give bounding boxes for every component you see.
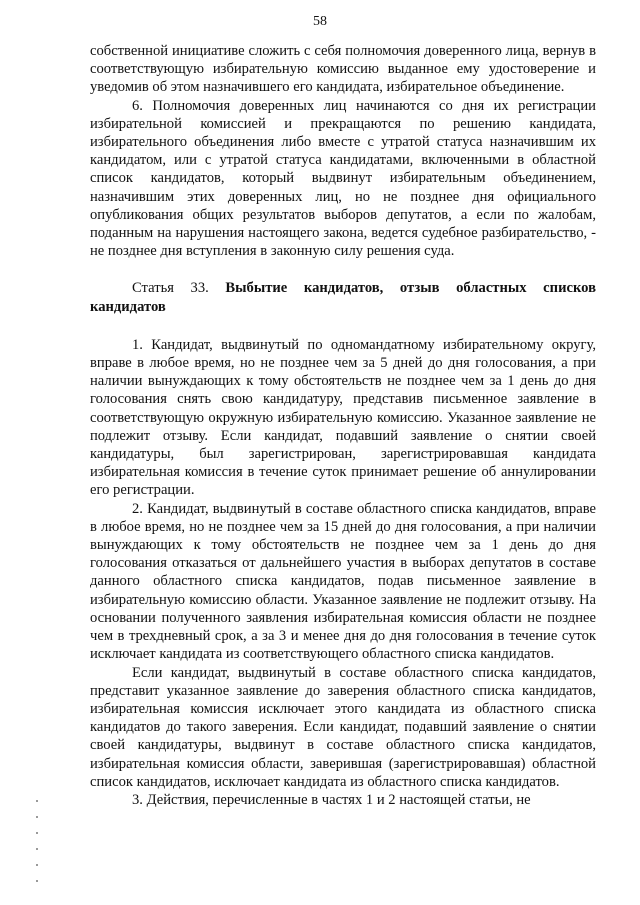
paragraph-top-0: собственной инициативе сложить с себя полномочия доверенного лица, вернув в соответствующую избирательную комиссию выданное ему удостоверение и уведомив об этом назначившего его кандидата, избирательное объединение.: [90, 43, 596, 96]
paragraph-bottom-0: 1. Кандидат, выдвинутый по одномандатному избирательному округу, вправе в любое время, но не позднее чем за 5 дней до дня голосования, а при наличии вынуждающих к тому обстоятельств не позднее чем за 1 день до дня голосования снять свою кандидатуру, представив письменное заявление в соответствующую окружную избирательную комиссию. Указанное заявление не подлежит отзыву. Если кандидат, подавший заявление о снятии своей кандидатуры, был зарегистрирован, зарегистрировавшая кандидата избирательная комиссия в течение суток принимает решение об аннулировании его регистрации.: [90, 336, 596, 499]
paragraph-top-1: 6. Полномочия доверенных лиц начинаются со дня их регистрации избирательной комиссией и прекращаются по решению кандидата, избирательного объединения либо вместе с утратой статуса назначившим их кандидатом, или с утратой статуса кандидатами, включенными в областной список кандидатов, который выдвинут избирательным объединением, назначившим этих доверенных лиц, но не позднее дня официального опубликования общих результатов выборов депутатов, а если по жалобам, поданным на нарушения настоящего закона, ведется судебное разбирательство, - не позднее дня вступления в законную силу решения суда.: [90, 97, 596, 260]
article-title: Выбытие кандидатов, отзыв областных списков кандидатов: [90, 280, 596, 315]
paragraph-bottom-3: 3. Действия, перечисленные в частях 1 и 2 настоящей статьи, не: [132, 791, 531, 808]
paragraph-bottom-2: Если кандидат, выдвинутый в составе областного списка кандидатов, представит указанное заявление до заверения областного списка кандидатов, избирательная комиссия исключает этого кандидата из областного списка кандидатов до такого заверения. Если кандидат, подавший заявление о снятии своей кандидатуры, выдвинут в составе областного списка кандидатов, избирательная комиссия области, заверившая (зарегистрировавшая) областной список кандидатов, исключает кандидата из областного списка кандидатов.: [90, 664, 596, 790]
document-body: [90, 42, 596, 809]
page-number: 58: [313, 14, 327, 29]
scan-margin-specks: [36, 800, 40, 896]
article-heading: [90, 279, 596, 315]
paragraph-bottom-1: 2. Кандидат, выдвинутый в составе областного списка кандидатов, вправе в любое время, но не позднее чем за 15 дней до дня голосования, а при наличии вынуждающих к тому обстоятельств не позднее чем за 1 день до дня голосования отказаться от дальнейшего участия в выборах депутатов в составе данного областного списка кандидатов, подав письменное заявление в избирательную комиссию области. Указанное заявление не подлежит отзыву. На основании полученного заявления избирательная комиссия области не позднее чем в трехдневный срок, а за 3 и менее дня до дня голосования в течение суток исключает кандидата из соответствующего областного списка кандидатов.: [90, 500, 596, 663]
article-label: Статья 33.: [132, 280, 209, 297]
